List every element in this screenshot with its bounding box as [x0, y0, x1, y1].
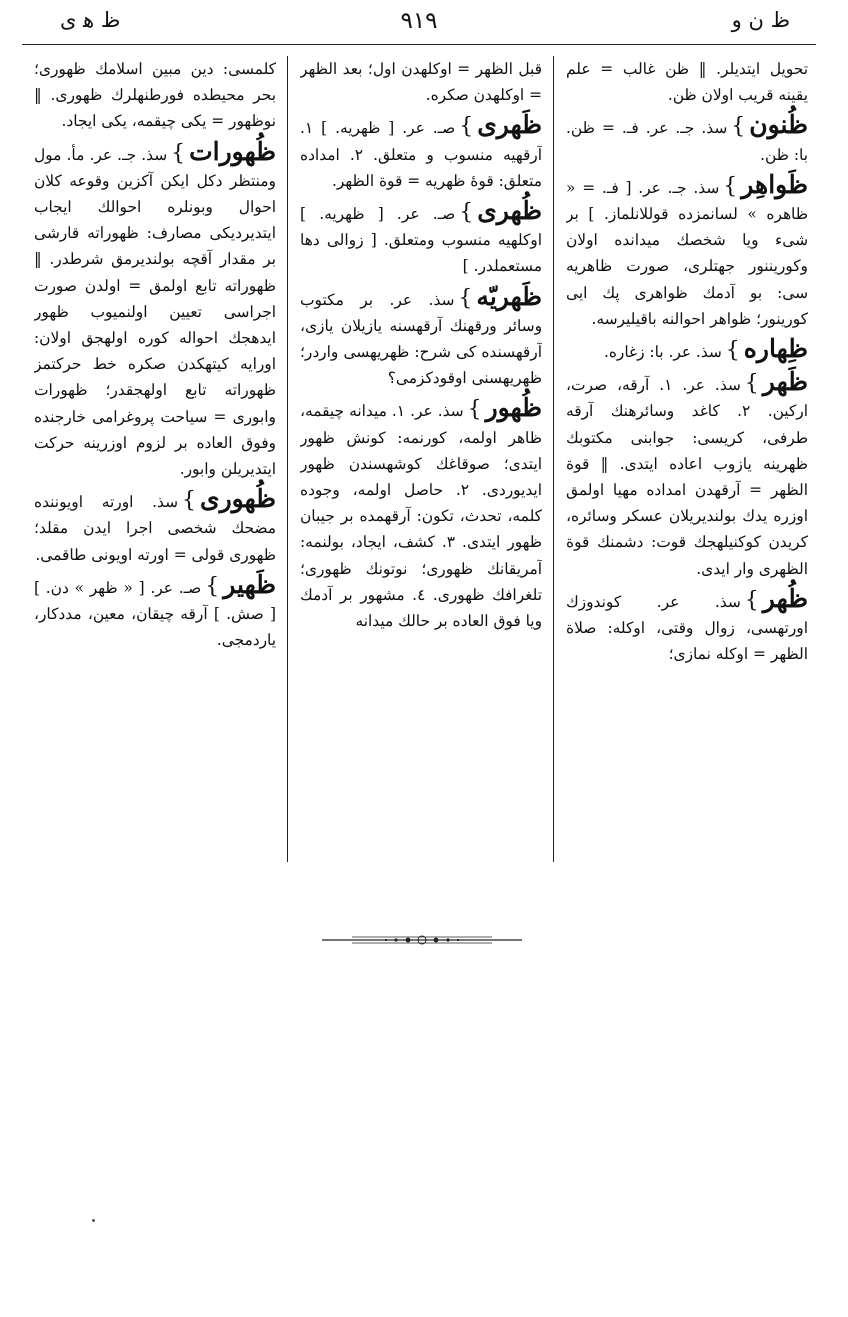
entry-definition: سذ. جـ. عر. فـ. = ظن. با: ظن.: [566, 119, 808, 164]
entry-definition: قبل الظهر = اوكلهدن اول؛ بعد الظهر = اوكلهدن صكره.: [300, 60, 542, 105]
entry-headword: ظُهر: [762, 583, 808, 613]
dictionary-entry: [566, 583, 808, 668]
brace-icon: }: [731, 114, 746, 140]
dictionary-entry: [300, 281, 542, 392]
entry-definition: سذ. اورته اويوننده مضحك شخصى اجرا ايدن مقلد؛ ظهورى قولى = اورته اويونى طاقمى.: [34, 493, 276, 564]
brace-icon: }: [723, 173, 738, 199]
entry-headword: ظُنون: [749, 110, 808, 140]
dictionary-columns: [22, 50, 816, 866]
header-guide-word-left: ظ ﻫ ى: [60, 8, 121, 32]
entry-headword: ظَهر: [762, 367, 808, 397]
entry-definition: كلمسى: دين مبين اسلامك ظهورى؛ بحر محيطده فورطنهلرك ظهورى. ‖ نوظهور = يكى چيقمه، يكى ايجاد.: [34, 60, 276, 131]
header-rule: [22, 44, 816, 45]
entry-definition: سذ. عر. با: زغاره.: [603, 343, 722, 362]
entry-headword: ظَهير: [223, 569, 276, 599]
entry-definition: تحويل ايتديلر. ‖ ظن غالب = علم يقينه قريب اولان ظن.: [566, 60, 808, 105]
dictionary-entry: [566, 169, 808, 332]
column-1: [566, 56, 808, 866]
brace-icon: }: [459, 114, 474, 140]
entry-headword: ظِهاره: [743, 334, 808, 364]
brace-icon: }: [205, 573, 220, 599]
entry-headword: ظُهورات: [189, 136, 276, 166]
dictionary-entry: [300, 395, 542, 634]
brace-icon: }: [744, 587, 759, 613]
dictionary-entry: [34, 569, 276, 654]
dictionary-entry: [34, 486, 276, 568]
entry-definition: صـ. عر. [ ظهريه. ] اوكلهيه منسوب ومتعلق. [ زوالى دها مستعملدر. ]: [300, 205, 542, 276]
column-divider: [287, 56, 288, 862]
entry-headword: ظَهرى: [477, 110, 542, 140]
entry-headword: ظَواهِر: [741, 169, 808, 199]
end-ornament: [322, 934, 522, 946]
entry-definition: صـ. عر. [ ظهريه. ] ١. آرقهيه منسوب و متعلق. ٢. امداده متعلق: قوهٔ ظهريه = قوة الظهر.: [300, 119, 542, 190]
entry-definition: سذ. عر. ١. ميدانه چيقمه، ظاهر اولمه، كورنمه: كونش ظهور ايتدى؛ صوقاغك كوشهسندن ظهور ايديوردى. ٢. حاصل اولمه، وجوده كلمه، تحدث، تكون: آرقهمده بر جيبان ظهور ايتدى. ٣. كشف، ايجاد، بولنمه: آمريقانك ظهورى؛ نوتونك ظهورى؛ تلغرافك ظهورى. ٤. مشهور بر آدمك ويا فوق العاده بر حالك ميدانه: [300, 402, 542, 631]
header-guide-word-right: ظ ن و: [731, 8, 790, 32]
brace-icon: }: [725, 338, 740, 364]
column-divider: [553, 56, 554, 862]
entry-definition: سذ. جـ. عر. [ فـ. = « ظاهره » لسانمزده قوللانلماز. ] بر شىء ويا شخصك ميدانده اولان وكوريننور جهتلرى، صورت ظاهريه سى: بو آدمك ظواهرى پك ايى كورينور؛ ظواهر احوالنه باقيليرسه.: [566, 178, 808, 328]
column-2: [300, 56, 542, 866]
brace-icon: }: [182, 488, 197, 514]
entry-headword: ظُهرى: [477, 196, 542, 226]
brace-icon: }: [458, 285, 473, 311]
dictionary-entry: [34, 56, 276, 135]
brace-icon: }: [744, 371, 759, 397]
brace-icon: }: [171, 140, 186, 166]
entry-definition: سذ. جـ. عر. مأ. مول ومنتظر دكل ايكن آكزين وقوعه كلان احوال وبونلره احوالك ايجاب ايتديرديكى مصارف: ظهوراته قارشى بر مقدار آقچه بولنديرمق شرطدر. ‖ ظهوراته تابع اولمق = اولدن صورت اجراسى تعيين اولنميوب ظهور ايدهجك احواله كوره اولهجق اولان: اورايه كيتهكدن صكره خط حركتمز ظهوراته تابع اولهجقدر؛ ظهورات وابورى = سياحت پروغرامى خارجنده وفوق العاده بر لزوم اوزرينه حركت ايتديريلن وابور.: [34, 145, 276, 479]
entry-definition: صـ. عر. [ « ظهر » دن. ] [ صش. ] آرقه چيقان، معين، مددكار، ياردمجى.: [34, 578, 276, 650]
brace-icon: }: [467, 397, 482, 423]
dictionary-entry: [566, 336, 808, 365]
page-header: [24, 8, 814, 38]
entry-definition: سذ. عر. كوندوزك اورتهسى، زوال وقتى، اوكله: صلاة الظهر = اوكله نمازى؛: [566, 592, 808, 664]
column-3: [34, 56, 276, 866]
entry-definition: سذ. عر. ١. آرقه، صرت، اركين. ٢. كاغد وسائرهنك آرقه طرفى، كريسى: جوابنى مكتوبك ظهرينه يازوب اعاده ايتدى. ‖ قوة الظهر = آرقهدن امداده مهيا اولمق اوزره يدك بولنديريلان عسكر وسائره، كريدن كوكنيلهجك قوت: دشمنك قوة الظهرى وار ايدى.: [566, 376, 808, 578]
dictionary-entry: [300, 56, 542, 108]
dictionary-entry: [300, 112, 542, 194]
brace-icon: }: [459, 200, 474, 226]
dictionary-entry: [34, 136, 276, 483]
dictionary-entry: [566, 56, 808, 108]
page-number: ٩١٩: [400, 8, 438, 34]
dictionary-entry: [300, 198, 542, 280]
dictionary-entry: [566, 369, 808, 582]
entry-definition: سذ. عر. بر مكتوب وسائر ورقهنك آرقهسنه يازيلان يازى، آرقهسنده كى شرح: ظهريهسى واردر؛ ظهريهسنى اوقودكزمى؟: [300, 290, 542, 388]
entry-headword: ظُهورى: [200, 484, 276, 514]
stray-print-mark: [92, 1219, 95, 1222]
dictionary-entry: [566, 112, 808, 167]
entry-headword: ظَهريّه: [476, 281, 542, 311]
entry-headword: ظُهور: [485, 393, 542, 423]
